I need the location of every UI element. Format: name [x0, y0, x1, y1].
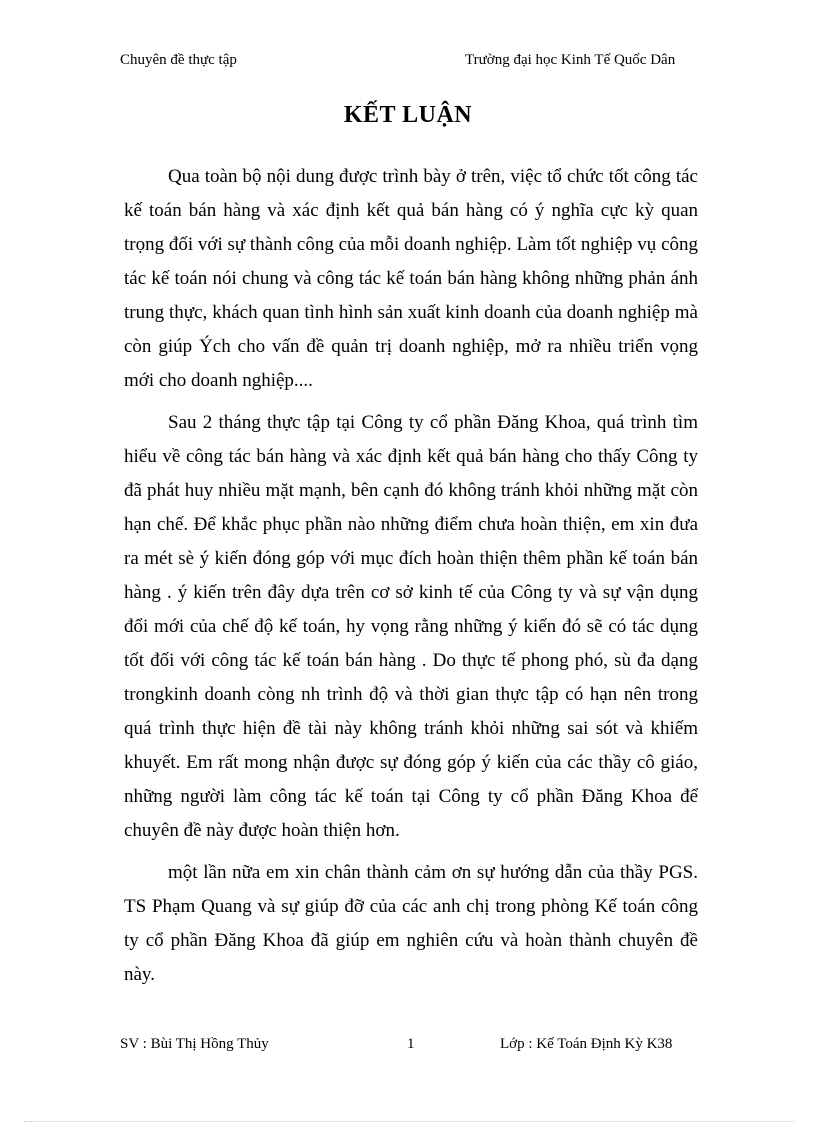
- page-title: KẾT LUẬN: [343, 102, 473, 128]
- paragraph-2: Sau 2 tháng thực tập tại Công ty cổ phần Đăng Khoa, quá trình tìm hiểu về công tác bán hàng và xác định kết quả bán hàng cho thấy Công ty đã phát huy nhiều mặt mạnh, bên cạnh đó không tránh khỏi những mặt còn hạn chế. Để khắc phục phần nào những điểm chưa hoàn thiện, em xin đưa ra mét sè ý kiến đóng góp với mục đích hoàn thiện thêm phần kế toán bán hàng . ý kiến trên đây dựa trên cơ sở kinh tế của Công ty và sự vận dụng đổi mới của chế độ kế toán, hy vọng rằng những ý kiến đó sẽ có tác dụng tốt đối với công tác kế toán bán hàng . Do thực tế phong phó, sù đa dạng trongkinh doanh còng nh trình độ và thời gian thực tập có hạn nên trong quá trình thực hiện đề tài này không tránh khỏi những sai sót và khiếm khuyết. Em rất mong nhận được sự đóng góp ý kiến của các thầy cô giáo, những người làm công tác kế toán tại Công ty cổ phần Đăng Khoa để chuyên đề này được hoàn thiện hơn.: [124, 412, 698, 841]
- header-university: Trường đại học Kinh Tế Quốc Dân: [465, 52, 676, 68]
- header-course-title: Chuyên đề thực tập: [120, 52, 237, 68]
- footer-page-number: 1: [407, 1036, 415, 1052]
- footer-student-name: SV : Bùi Thị Hồng Thủy: [120, 1036, 269, 1052]
- page-bottom-divider: [24, 1121, 794, 1122]
- paragraph-3: một lần nữa em xin chân thành cảm ơn sự hướng dẫn của thầy PGS. TS Phạm Quang và sự giúp đỡ của các anh chị trong phòng Kế toán công ty cổ phần Đăng Khoa đã giúp em nghiên cứu và hoàn thành chuyên đề này.: [124, 862, 698, 985]
- body-text: [124, 160, 698, 1000]
- paragraph-1: Qua toàn bộ nội dung được trình bày ở trên, việc tổ chức tốt công tác kế toán bán hàng và xác định kết quả bán hàng có ý nghĩa cực kỳ quan trọng đối với sự thành công của mỗi doanh nghiệp. Làm tốt nghiệp vụ công tác kế toán nói chung và công tác kế toán bán hàng không những phản ánh trung thực, khách quan tình hình sản xuất kinh doanh của doanh nghiệp mà còn giúp Ých cho vấn đề quản trị doanh nghiệp, mở ra nhiều triển vọng mới cho doanh nghiệp....: [124, 166, 698, 391]
- footer-class: Lớp : Kế Toán Định Kỳ K38: [500, 1036, 673, 1052]
